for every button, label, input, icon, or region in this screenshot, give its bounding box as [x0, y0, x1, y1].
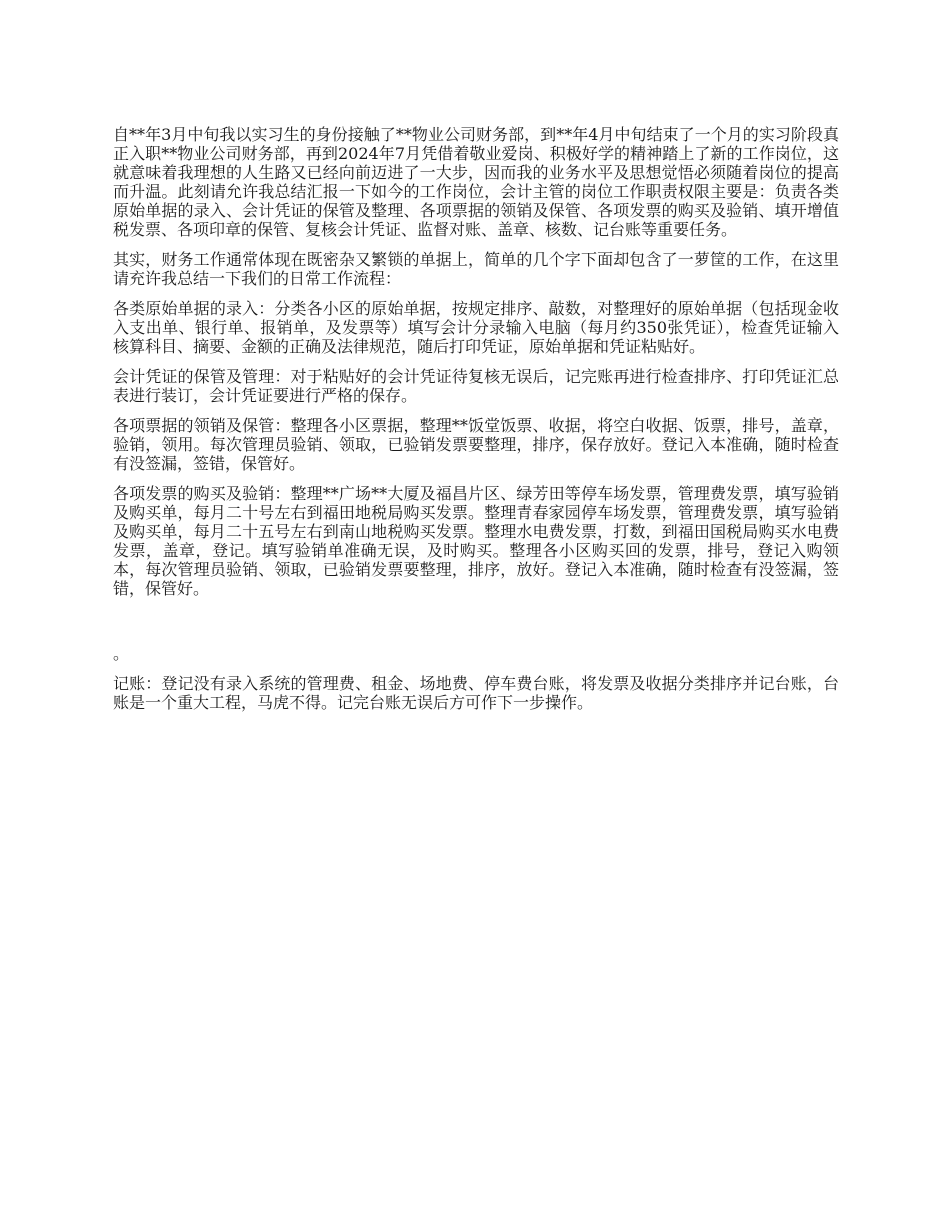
- paragraph-document-entry: 各类原始单据的录入：分类各小区的原始单据，按规定排序、敲数，对整理好的原始单据（包括现金收入支出单、银行单、报销单，及发票等）填写会计分录输入电脑（每月约350张凭证），检查凭证输入核算科目、摘要、金额的正确及法律规范，随后打印凭证，原始单据和凭证粘贴好。: [113, 299, 839, 356]
- paragraph-voucher-management: 会计凭证的保管及管理：对于粘贴好的会计凭证待复核无误后，记完账再进行检查排序、打印凭证汇总表进行装订，会计凭证要进行严格的保存。: [113, 367, 839, 405]
- paragraph-bill-management: 各项票据的领销及保管：整理各小区票据，整理**饭堂饭票、收据，将空白收据、饭票，排号，盖章，验销，领用。每次管理员验销、领取，已验销发票要整理，排序，保存放好。登记入本准确，随时检查有没签漏，签错，保管好。: [113, 416, 839, 473]
- document-body: [113, 125, 839, 723]
- paragraph-intro: 自**年3月中旬我以实习生的身份接触了**物业公司财务部，到**年4月中旬结束了一个月的实习阶段真正入职**物业公司财务部，再到2024年7月凭借着敬业爱岗、积极好学的精神踏上了新的工作岗位，这就意味着我理想的人生路又已经向前迈进了一大步，因而我的业务水平及思想觉悟必须随着岗位的提高而升温。此刻请允许我总结汇报一下如今的工作岗位，会计主管的岗位工作职责权限主要是：负责各类原始单据的录入、会计凭证的保管及整理、各项票据的领销及保管、各项发票的购买及验销、填开增值税发票、各项印章的保管、复核会计凭证、监督对账、盖章、核数、记台账等重要任务。: [113, 125, 839, 239]
- paragraph-workflow-intro: 其实，财务工作通常体现在既密杂又繁锁的单据上，简单的几个字下面却包含了一萝筐的工作，在这里请充许我总结一下我们的日常工作流程：: [113, 250, 839, 288]
- paragraph-invoice-purchase: 各项发票的购买及验销：整理**广场**大厦及福昌片区、绿芳田等停车场发票，管理费发票，填写验销及购买单，每月二十号左右到福田地税局购买发票。整理青春家园停车场发票，管理费发票，填写验销及购买单，每月二十五号左右到南山地税购买发票。整理水电费发票，打数，到福田国税局购买水电费发票，盖章，登记。填写验销单准确无误，及时购买。整理各小区购买回的发票，排号，登记入购领本，每次管理员验销、领取，已验销发票要整理，排序，放好。登记入本准确，随时检查有没签漏，签错，保管好。: [113, 484, 839, 598]
- paragraph-bookkeeping: 记账：登记没有录入系统的管理费、租金、场地费、停车费台账，将发票及收据分类排序并记台账，台账是一个重大工程，马虎不得。记完台账无误后方可作下一步操作。: [113, 674, 839, 712]
- paragraph-period-mark: 。: [113, 644, 130, 663]
